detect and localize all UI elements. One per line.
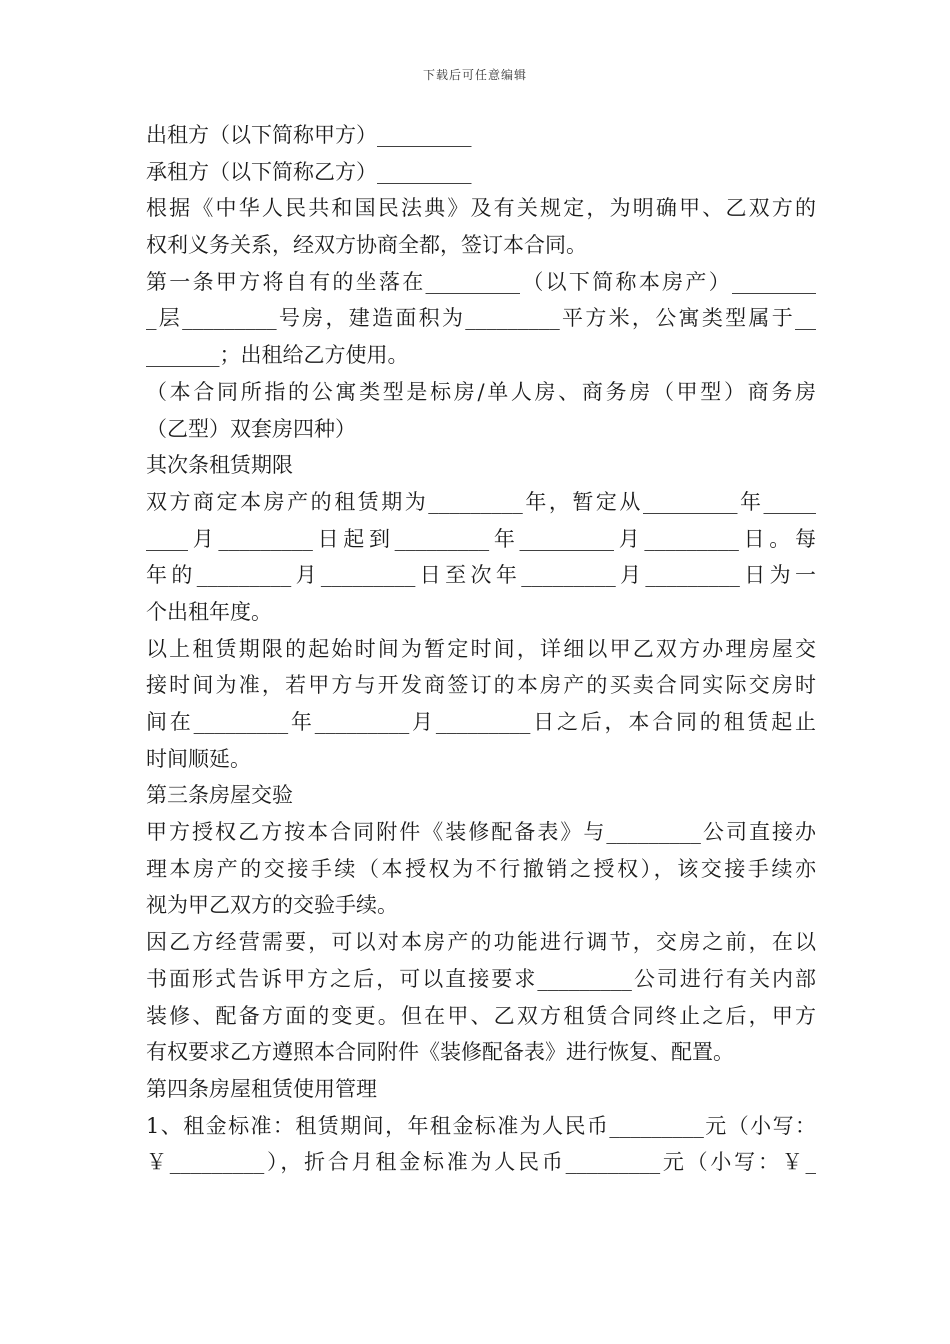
body-line: 有权要求乙方遵照本合同附件《装修配备表》进行恢复、配置。 <box>146 1040 734 1065</box>
body-line: （本合同所指的公寓类型是标房/单人房、商务房（甲型）商务房 <box>146 379 816 404</box>
body-line: ￥_________），折合月租金标准为人民币_________元（小写：￥_ <box>146 1150 816 1175</box>
body-line: 权利义务关系，经双方协商全都，签订本合同。 <box>146 233 587 258</box>
body-line: 视为甲乙双方的交验手续。 <box>146 893 398 918</box>
body-line: 承租方（以下简称乙方）_________ <box>146 159 472 184</box>
body-line: 因乙方经营需要，可以对本房产的功能进行调节，交房之前，在以 <box>146 930 816 955</box>
body-line: 以上租赁期限的起始时间为暂定时间，详细以甲乙双方办理房屋交 <box>146 636 816 661</box>
body-line: （乙型）双套房四种） <box>146 416 356 441</box>
body-line: 甲方授权乙方按本合同附件《装修配备表》与_________公司直接办 <box>146 820 816 845</box>
section-heading: 第三条房屋交验 <box>146 783 293 808</box>
body-line: 出租方（以下简称甲方）_________ <box>146 123 472 147</box>
body-line: 间在_________年_________月_________日之后，本合同的租赁起止 <box>146 710 816 734</box>
body-line: 接时间为准，若甲方与开发商签订的本房产的买卖合同实际交房时 <box>146 673 816 698</box>
body-line: 根据《中华人民共和国民法典》及有关规定，为明确甲、乙双方的 <box>146 196 816 221</box>
body-line: 年的_________月_________日至次年_________月_________日为一 <box>146 563 816 588</box>
contract-body <box>146 117 816 1181</box>
section-heading: 其次条租赁期限 <box>146 453 293 478</box>
section-heading: 第四条房屋租赁使用管理 <box>146 1076 377 1101</box>
body-line: ____月_________日起到_________年_________月_________日。每 <box>146 526 816 551</box>
body-line: 1、租金标准：租赁期间，年租金标准为人民币_________元（小写： <box>146 1113 816 1138</box>
body-line: 第一条甲方将自有的坐落在_________（以下简称本房产）________ <box>146 269 816 294</box>
body-line: 装修、配备方面的变更。但在甲、乙双方租赁合同终止之后，甲方 <box>146 1003 816 1028</box>
body-line: 理本房产的交接手续（本授权为不行撤销之授权），该交接手续亦 <box>146 856 816 881</box>
body-line: 双方商定本房产的租赁期为_________年，暂定从_________年_____ <box>146 489 816 514</box>
body-line: _______；出租给乙方使用。 <box>146 343 409 368</box>
body-line: 书面形式告诉甲方之后，可以直接要求_________公司进行有关内部 <box>146 966 816 991</box>
header-note: 下载后可任意编辑 <box>422 68 527 82</box>
body-line: 时间顺延。 <box>146 746 251 771</box>
body-line: _层_________号房，建造面积为_________平方米，公寓类型属于__ <box>146 306 816 331</box>
body-line: 个出租年度。 <box>146 599 272 624</box>
